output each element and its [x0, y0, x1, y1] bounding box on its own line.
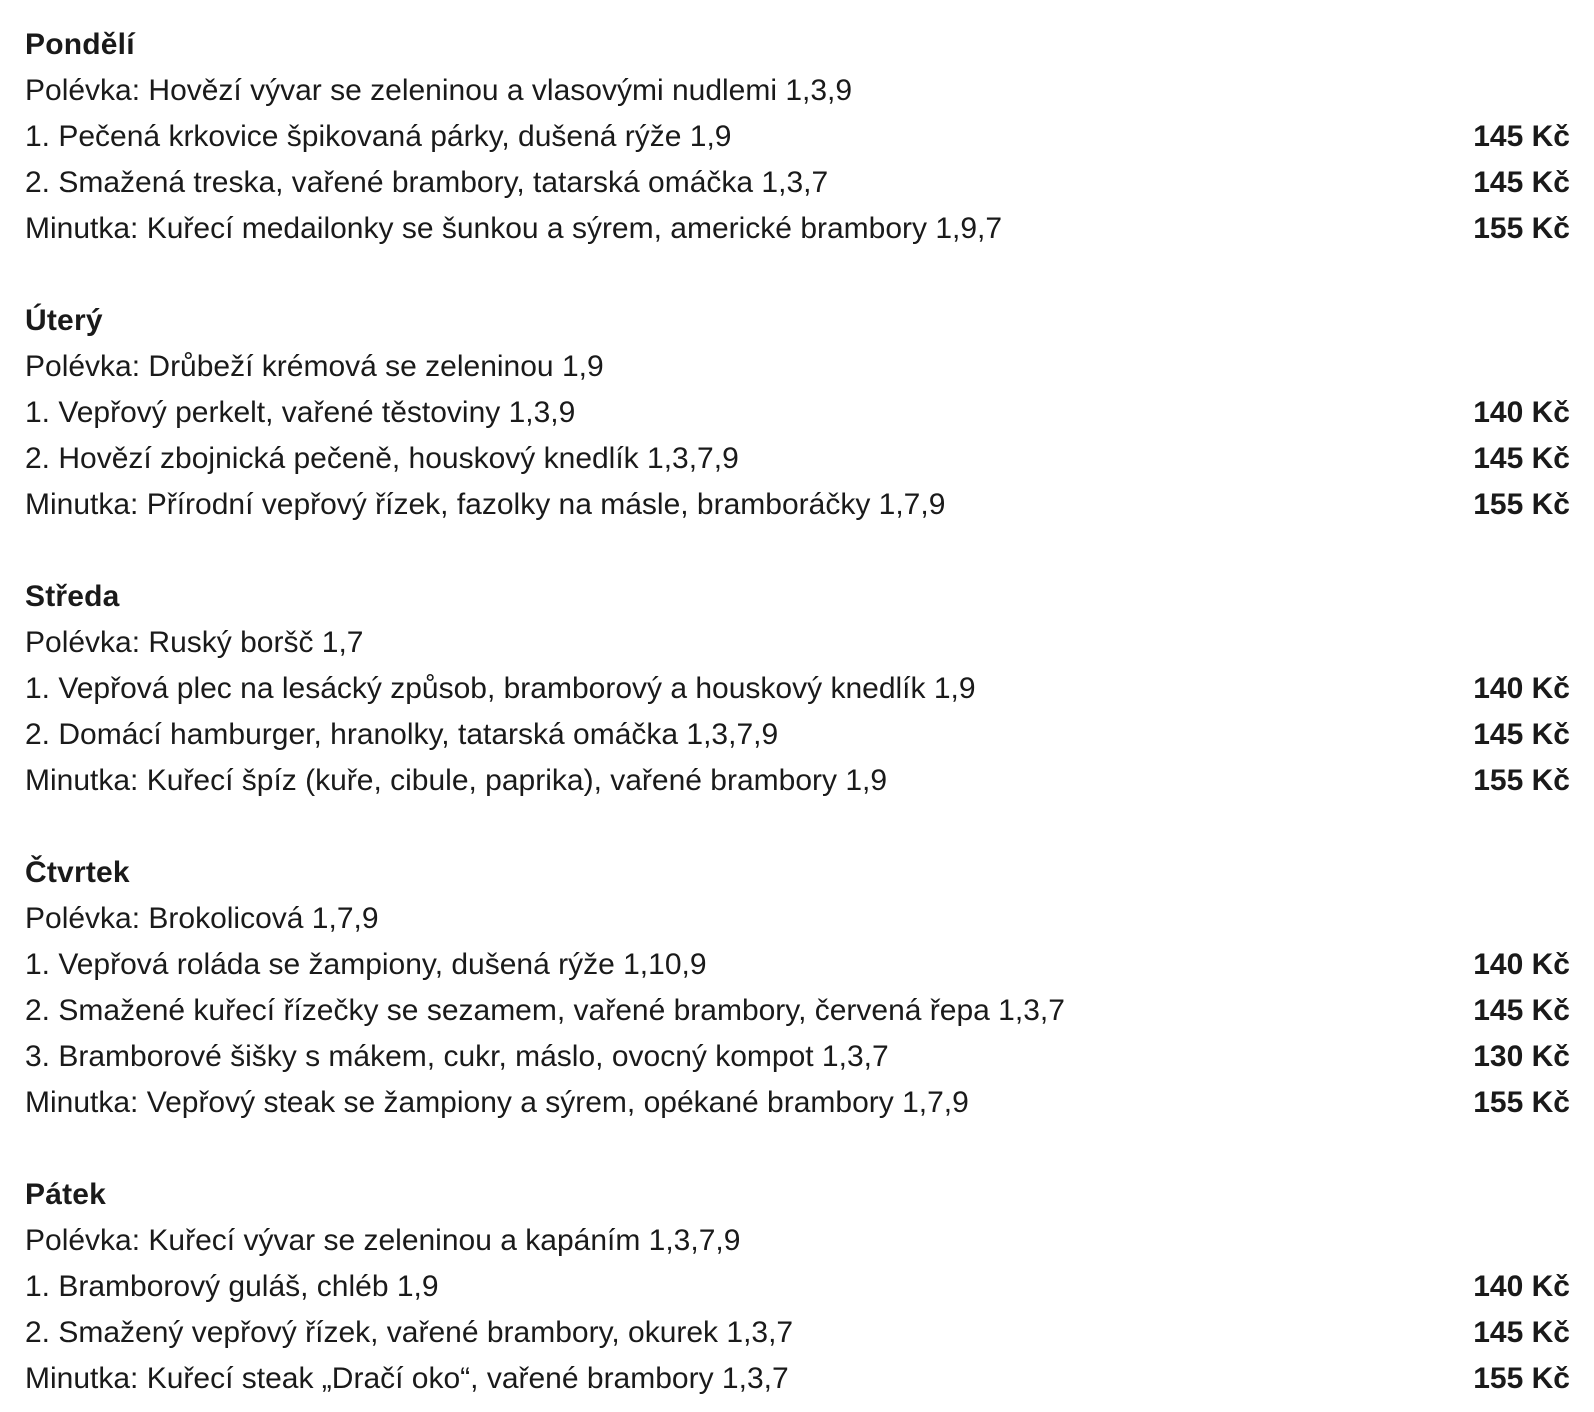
- menu-item-row: [25, 1080, 1570, 1126]
- menu-item-text: 1. Vepřová roláda se žampiony, dušená rýže 1,10,9: [25, 948, 707, 981]
- menu-item-text: 1. Vepřová plec na lesácký způsob, bramborový a houskový knedlík 1,9: [25, 672, 976, 705]
- day-section: [25, 298, 1570, 528]
- menu-item-price: 145 Kč: [1473, 166, 1570, 199]
- menu-item-price: 130 Kč: [1473, 1040, 1570, 1073]
- day-section: [25, 850, 1570, 1126]
- menu-item-row: [25, 1356, 1570, 1402]
- menu-item-row: [25, 758, 1570, 804]
- menu-item-price: 140 Kč: [1473, 1270, 1570, 1303]
- day-items: [25, 390, 1570, 528]
- day-section: [25, 1172, 1570, 1402]
- menu-item-price: 155 Kč: [1473, 1362, 1570, 1395]
- day-items: [25, 1264, 1570, 1402]
- day-title: Středa: [25, 580, 120, 613]
- menu-item-text: 2. Domácí hamburger, hranolky, tatarská omáčka 1,3,7,9: [25, 718, 779, 751]
- menu-item-text: 2. Hovězí zbojnická pečeně, houskový knedlík 1,3,7,9: [25, 442, 739, 475]
- soup-line: Polévka: Hovězí vývar se zeleninou a vlasovými nudlemi 1,3,9: [25, 74, 853, 107]
- day-items: [25, 942, 1570, 1126]
- menu-item-row: [25, 712, 1570, 758]
- day-section: [25, 574, 1570, 804]
- menu-item-text: 2. Smažené kuřecí řízečky se sezamem, vařené brambory, červená řepa 1,3,7: [25, 994, 1065, 1027]
- menu-item-price: 140 Kč: [1473, 396, 1570, 429]
- menu-item-price: 145 Kč: [1473, 1316, 1570, 1349]
- soup-line: Polévka: Drůbeží krémová se zeleninou 1,9: [25, 350, 604, 383]
- menu-item-row: [25, 1310, 1570, 1356]
- menu-item-row: [25, 482, 1570, 528]
- menu-item-row: [25, 114, 1570, 160]
- menu-item-price: 155 Kč: [1473, 212, 1570, 245]
- menu-item-price: 140 Kč: [1473, 948, 1570, 981]
- menu-item-row: [25, 206, 1570, 252]
- menu-item-price: 155 Kč: [1473, 488, 1570, 521]
- menu-item-row: [25, 436, 1570, 482]
- menu-item-row: [25, 160, 1570, 206]
- menu-item-text: Minutka: Přírodní vepřový řízek, fazolky na másle, bramboráčky 1,7,9: [25, 488, 946, 521]
- menu-item-price: 145 Kč: [1473, 718, 1570, 751]
- menu-item-price: 145 Kč: [1473, 442, 1570, 475]
- soup-line: Polévka: Ruský boršč 1,7: [25, 626, 364, 659]
- menu-item-price: 145 Kč: [1473, 994, 1570, 1027]
- menu-item-text: Minutka: Vepřový steak se žampiony a sýrem, opékané brambory 1,7,9: [25, 1086, 969, 1119]
- menu-item-text: 2. Smažený vepřový řízek, vařené brambory, okurek 1,3,7: [25, 1316, 794, 1349]
- menu-item-price: 145 Kč: [1473, 120, 1570, 153]
- menu-item-row: [25, 988, 1570, 1034]
- menu-item-price: 155 Kč: [1473, 1086, 1570, 1119]
- menu-item-row: [25, 390, 1570, 436]
- menu-item-price: 155 Kč: [1473, 764, 1570, 797]
- day-section: [25, 22, 1570, 252]
- day-items: [25, 666, 1570, 804]
- menu-item-text: 1. Bramborový guláš, chléb 1,9: [25, 1270, 439, 1303]
- soup-line: Polévka: Kuřecí vývar se zeleninou a kapáním 1,3,7,9: [25, 1224, 741, 1257]
- day-title: Pondělí: [25, 28, 135, 61]
- day-title: Úterý: [25, 304, 103, 337]
- menu-item-text: Minutka: Kuřecí steak „Dračí oko“, vařené brambory 1,3,7: [25, 1362, 789, 1395]
- day-items: [25, 114, 1570, 252]
- menu-item-text: 1. Vepřový perkelt, vařené těstoviny 1,3,9: [25, 396, 576, 429]
- menu-item-row: [25, 666, 1570, 712]
- menu-item-text: 2. Smažená treska, vařené brambory, tatarská omáčka 1,3,7: [25, 166, 829, 199]
- menu-item-row: [25, 942, 1570, 988]
- menu-item-text: 1. Pečená krkovice špikovaná párky, dušená rýže 1,9: [25, 120, 732, 153]
- menu-item-text: Minutka: Kuřecí medailonky se šunkou a sýrem, americké brambory 1,9,7: [25, 212, 1003, 245]
- menu-item-text: 3. Bramborové šišky s mákem, cukr, máslo, ovocný kompot 1,3,7: [25, 1040, 889, 1073]
- soup-line: Polévka: Brokolicová 1,7,9: [25, 902, 379, 935]
- menu-item-price: 140 Kč: [1473, 672, 1570, 705]
- day-title: Pátek: [25, 1178, 107, 1211]
- menu-item-row: [25, 1034, 1570, 1080]
- menu-item-row: [25, 1264, 1570, 1310]
- day-title: Čtvrtek: [25, 856, 130, 889]
- menu-item-text: Minutka: Kuřecí špíz (kuře, cibule, paprika), vařené brambory 1,9: [25, 764, 888, 797]
